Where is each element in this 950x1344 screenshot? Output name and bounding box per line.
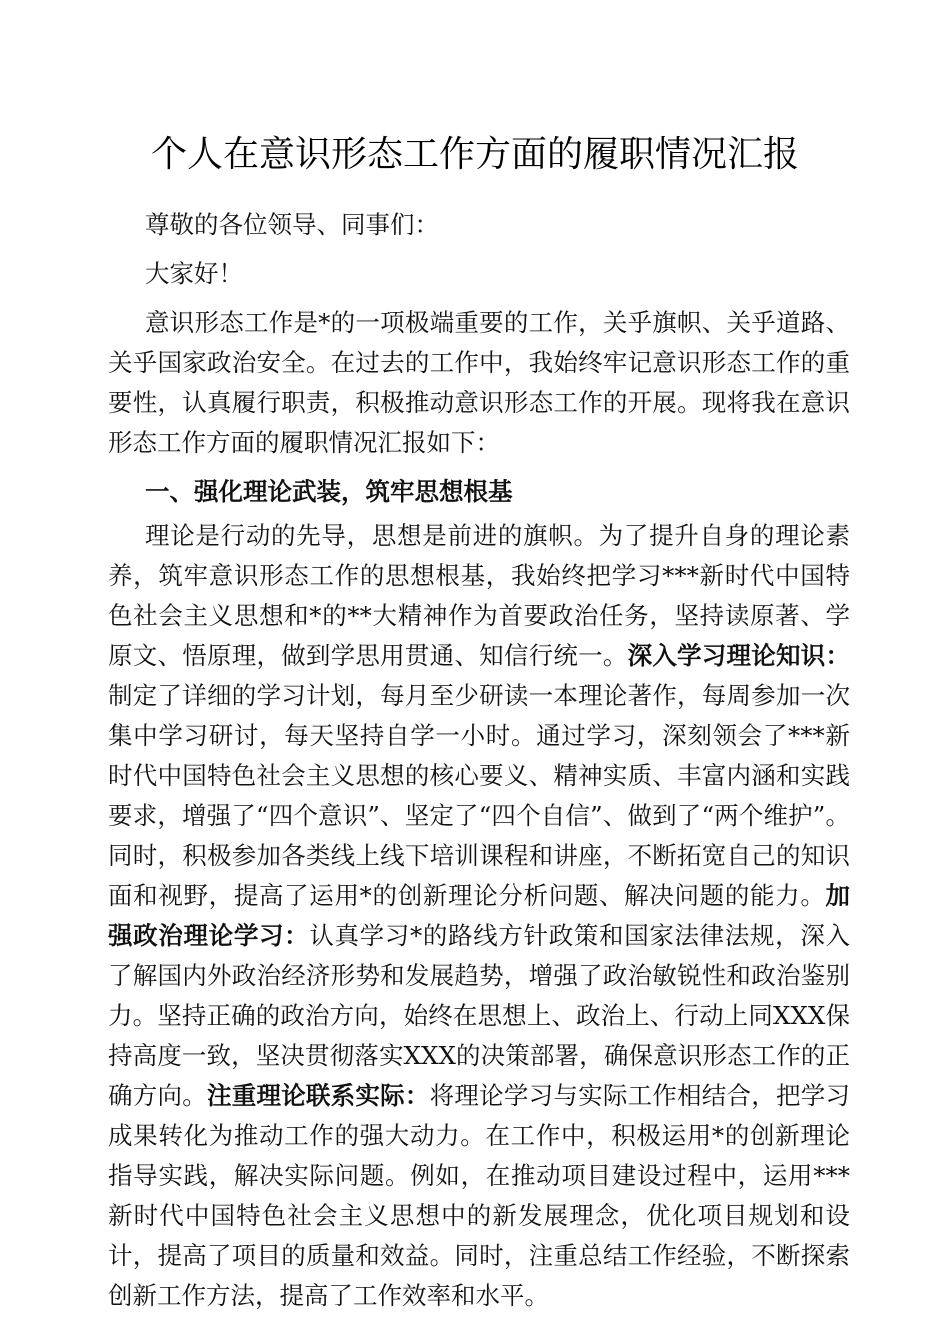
paragraph-text: 认真学习*的路线方针政策和国家法律法规，深入了解国内外政治经济形势和发展趋势，增强了政治敏锐性和政治鉴别力。坚持正确的政治方向，始终在思想上、政治上、行动上同XXX保持高度一致，坚决贯彻落实XXX的决策部署，确保意识形态工作的正确方向。: [108, 921, 850, 1110]
document-title: 个人在意识形态工作方面的履职情况汇报: [150, 134, 799, 175]
document-body: [108, 205, 850, 1325]
intro-paragraph: 意识形态工作是*的一项极端重要的工作，关乎旗帜、关乎道路、关乎国家政治安全。在过去的工作中，我始终牢记意识形态工作的重要性，认真履行职责，积极推动意识形态工作的开展。现将我在意识形态工作方面的履职情况汇报如下：: [108, 308, 850, 457]
paragraph-text: 将理论学习与实际工作相结合，把学习成果转化为推动工作的强大动力。在工作中，积极运用*的创新理论指导实践，解决实际问题。例如，在推动项目建设过程中，运用***新时代中国特色社会主义思想中的新发展理念，优化项目规划和设计，提高了项目的质量和效益。同时，注重总结工作经验，不断探索创新工作方法，提高了工作效率和水平。: [108, 1081, 851, 1310]
bold-subheading: 加强政治理论学习：: [108, 881, 850, 950]
paragraph-text: 理论是行动的先导，思想是前进的旗帜。为了提升自身的理论素养，筑牢意识形态工作的思想根基，我始终把学习***新时代中国特色社会主义思想和*的**大精神作为首要政治任务，坚持读原著、学原文、悟原理，做到学思用贯通、知信行统一。: [108, 521, 850, 670]
paragraph-text: 制定了详细的学习计划，每月至少研读一本理论著作，每周参加一次集中学习研讨，每天坚持自学一小时。通过学习，深刻领会了***新时代中国特色社会主义思想的核心要义、精神实质、丰富内涵和实践要求，增强了“四个意识”、坚定了“四个自信”、做到了“两个维护”。同时，积极参加各类线上线下培训课程和讲座，不断拓宽自己的知识面和视野，提高了运用*的创新理论分析问题、解决问题的能力。: [108, 681, 850, 910]
bold-subheading: 深入学习理论知识：: [627, 641, 851, 670]
salutation: 尊敬的各位领导、同事们：: [145, 210, 439, 239]
section-paragraph: [108, 516, 850, 1316]
greeting: 大家好！: [145, 259, 243, 288]
section-heading: 一、强化理论武装，筑牢思想根基: [145, 477, 513, 506]
bold-subheading: 注重理论联系实际：: [206, 1081, 430, 1110]
